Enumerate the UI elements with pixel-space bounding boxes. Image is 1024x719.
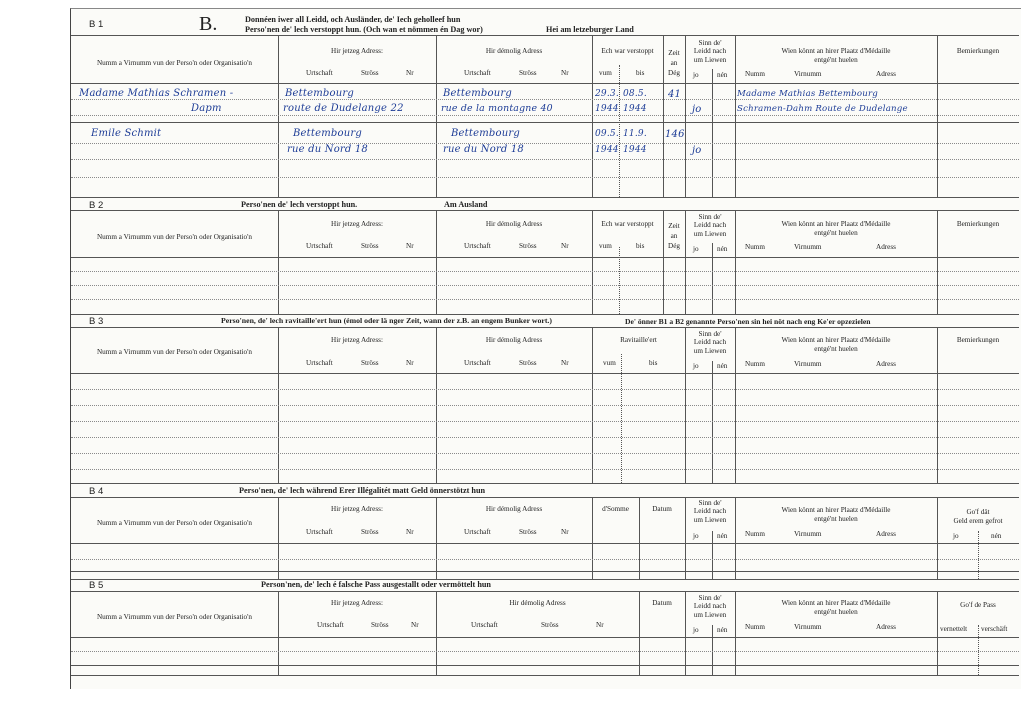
entry-current-locality: Bettembourg: [293, 128, 362, 139]
col-header-alive: Leidd nach: [693, 507, 727, 515]
col-header-locality: Urtschaft: [464, 359, 491, 367]
entry-to: 1944: [623, 104, 647, 114]
col-header-medal: entgé'nt huelen: [814, 345, 858, 353]
entry-alive-yes: jo: [692, 145, 702, 156]
row-line: [71, 421, 1019, 422]
col-header-alive: Leidd nach: [693, 338, 727, 346]
section-code: B 4: [89, 486, 104, 497]
col-header-current-address: Hir jetzeg Adress:: [331, 336, 383, 344]
row-line: [71, 453, 1019, 454]
section-title: Donnéen iwer all Leidd, och Ausländer, de' Iech geholleef hun: [245, 15, 461, 24]
entry-to: 1944: [623, 145, 647, 155]
col-header-alive: Leidd nach: [693, 221, 727, 229]
col-header-medal-address: Adress: [876, 243, 896, 251]
col-header-locality: Urtschaft: [471, 621, 498, 629]
col-header-former-address: Hir démolig Adress: [485, 220, 543, 228]
row-line: [71, 122, 1019, 123]
col-header-remarks: Bemierkungen: [956, 336, 1000, 344]
col-header-money-returned: Geld erem gefrot: [953, 517, 1003, 525]
col-header-former-address: Hir démolig Adress: [509, 599, 566, 607]
section-title: Perso'nen de' lech verstoppt hun.: [241, 200, 358, 209]
col-header-medal: entgé'nt huelen: [814, 56, 858, 64]
rule: [71, 637, 1019, 638]
col-header-nr: Nr: [561, 528, 569, 536]
col-header-yes: jo: [693, 71, 699, 79]
section-code: B 5: [89, 580, 104, 591]
col-header-no: nén: [717, 71, 728, 79]
col-header-to: bis: [636, 69, 645, 77]
col-header-current-address: Hir jetzeg Adress:: [331, 505, 383, 513]
section-title: Person'nen, de' lech é falsche Pass ausgestallt oder vermöttelt hun: [261, 580, 491, 589]
rule: [436, 35, 437, 197]
col-header-time: Zeit: [668, 49, 680, 57]
col-header-no: nén: [717, 532, 728, 540]
row-line: [71, 115, 1019, 116]
col-header-medal-address: Adress: [876, 360, 896, 368]
col-header-street: Ströss: [541, 621, 559, 629]
col-header-medal-first: Virnumm: [794, 243, 822, 251]
col-header-yes: jo: [693, 626, 699, 634]
section-code: B 1: [89, 19, 104, 30]
col-header-current-address: Hir jetzeg Adress:: [331, 599, 383, 607]
col-header-from: vum: [599, 242, 612, 250]
rule: [71, 497, 1019, 498]
rule: [71, 83, 1019, 84]
col-header-remarks: Bemierkungen: [956, 220, 1000, 228]
col-header-name: Numm a Virnumm vun der Perso'n oder Organisatio'n: [96, 348, 252, 356]
col-header-medal-address: Adress: [876, 623, 896, 631]
section-title: Perso'nen, de' lech ravitaille'ert hun (émol oder lä nger Zeit, wann der z.B. an engem Bunker wort.): [221, 316, 552, 325]
rule: [937, 35, 938, 197]
row-line: [71, 177, 1019, 178]
section-title-right: Hei am letzeburger Land: [546, 25, 634, 34]
rule: [71, 373, 1019, 374]
col-header-time: an: [670, 232, 678, 240]
section-divider: [71, 314, 1019, 315]
col-header-alive: Leidd nach: [693, 47, 727, 55]
col-header-nr: Nr: [406, 242, 414, 250]
col-header-nr: Nr: [406, 69, 414, 77]
section-title-right: Am Ausland: [444, 200, 488, 209]
col-header-medal-name: Numm: [745, 530, 765, 538]
col-header-nr: Nr: [406, 359, 414, 367]
col-header-former-address: Hir démolig Adress: [485, 47, 543, 55]
entry-from: 1944: [595, 145, 619, 155]
col-header-nr: Nr: [561, 359, 569, 367]
row-line: [71, 469, 1019, 470]
col-header-street: Ströss: [361, 242, 379, 250]
entry-name: Madame Mathias Schramen -: [79, 88, 234, 99]
entry-name: Emile Schmit: [91, 128, 162, 139]
col-header-medal-name: Numm: [745, 623, 765, 631]
col-header-to: bis: [649, 359, 658, 367]
col-header-medal: Wien könnt an hirer Plaatz d'Médaille: [781, 506, 891, 514]
col-header-medal-first: Virnumm: [794, 70, 822, 78]
rule: [71, 210, 1019, 211]
col-header-medal: Wien könnt an hirer Plaatz d'Médaille: [781, 220, 891, 228]
entry-from: 09.5.: [595, 129, 619, 139]
col-header-date: Datum: [652, 599, 672, 607]
row-line: [71, 665, 1019, 666]
col-header-street: Ströss: [361, 69, 379, 77]
col-header-medal-first: Virnumm: [794, 360, 822, 368]
row-line: [71, 559, 1019, 560]
col-header-street: Ströss: [519, 528, 537, 536]
rule: [71, 543, 1019, 544]
entry-current-street: route de Dudelange 22: [283, 103, 404, 114]
entry-from: 29.3.: [595, 89, 619, 99]
col-header-nr: Nr: [561, 69, 569, 77]
entry-name: Dapm: [191, 103, 222, 114]
rule: [712, 625, 713, 675]
row-line: [71, 389, 1019, 390]
col-header-yes: jo: [953, 532, 959, 540]
col-header-alive: um Liewen: [693, 230, 727, 238]
col-header-alive: um Liewen: [693, 516, 727, 524]
row-line: [71, 159, 1019, 160]
col-header-medal: entgé'nt huelen: [814, 229, 858, 237]
col-header-locality: Urtschaft: [317, 621, 344, 629]
col-header-time: Zeit: [668, 222, 680, 230]
rule: [592, 35, 593, 197]
col-header-hidden: Ech war verstoppt: [601, 220, 654, 228]
col-header-locality: Urtschaft: [464, 242, 491, 250]
col-header-alive: Leidd nach: [693, 602, 727, 610]
row-line: [71, 271, 1019, 272]
col-header-locality: Urtschaft: [306, 359, 333, 367]
entry-current-locality: Bettembourg: [285, 88, 354, 99]
col-header-former-address: Hir démolig Adress: [485, 505, 543, 513]
rule: [71, 327, 1019, 328]
rule: [278, 35, 279, 197]
col-header-nr: Nr: [596, 621, 604, 629]
col-header-locality: Urtschaft: [464, 69, 491, 77]
col-header-remarks: Bemierkungen: [956, 47, 1000, 55]
col-header-nr: Nr: [561, 242, 569, 250]
col-header-alive: um Liewen: [693, 56, 727, 64]
entry-alive-yes: jo: [692, 104, 702, 115]
col-header-medal-first: Virnumm: [794, 530, 822, 538]
entry-from: 1944: [595, 104, 619, 114]
section-title: Perso'nen de' lech verstoppt hun. (Och wan et nömmen én Dag wor): [245, 25, 483, 34]
col-header-time: Dég: [668, 69, 680, 77]
col-header-date: Datum: [652, 505, 672, 513]
entry-days: 41: [668, 89, 682, 100]
row-line: [71, 143, 1019, 144]
row-line: [71, 571, 1019, 572]
col-header-street: Ströss: [519, 69, 537, 77]
rule: [71, 675, 1019, 676]
col-header-yes: jo: [693, 362, 699, 370]
col-header-former-address: Hir démolig Adress: [485, 336, 543, 344]
col-header-medal: entgé'nt huelen: [814, 608, 858, 616]
section-title: Perso'nen, de' lech während Erer Illégalitét matt Geld önnerstötzt hun: [239, 486, 486, 495]
col-header-medal-address: Adress: [876, 530, 896, 538]
col-header-medal-first: Virnumm: [794, 623, 822, 631]
col-header-pass-destroyed: vernettelt: [940, 625, 968, 633]
col-header-alive: um Liewen: [693, 611, 727, 619]
col-header-medal-name: Numm: [745, 360, 765, 368]
row-line: [71, 285, 1019, 286]
entry-medal-name: Madame Mathias Bettembourg: [737, 89, 879, 99]
rule: [71, 591, 1019, 592]
col-header-street: Ströss: [519, 242, 537, 250]
col-header-locality: Urtschaft: [464, 528, 491, 536]
col-header-no: nén: [717, 245, 728, 253]
col-header-street: Ströss: [519, 359, 537, 367]
col-header-medal-address: Adress: [876, 70, 896, 78]
col-header-time: an: [670, 59, 678, 67]
col-header-nr: Nr: [406, 528, 414, 536]
col-header-medal-name: Numm: [745, 243, 765, 251]
entry-to: 08.5.: [623, 89, 647, 99]
row-line: [71, 437, 1019, 438]
col-header-medal: Wien könnt an hirer Plaatz d'Médaille: [781, 47, 891, 55]
col-header-alive: Sinn de': [698, 213, 722, 221]
col-header-no: nén: [717, 362, 728, 370]
section-code: B 2: [89, 200, 104, 211]
entry-former-street: rue du Nord 18: [443, 144, 524, 155]
col-header-alive: um Liewen: [693, 347, 727, 355]
rule: [712, 361, 713, 483]
col-header-yes: jo: [693, 532, 699, 540]
section-divider: [71, 579, 1019, 580]
col-header-medal: Wien könnt an hirer Plaatz d'Médaille: [781, 336, 891, 344]
row-line: [71, 99, 1019, 100]
entry-days: 146: [665, 129, 685, 140]
col-header-nr: Nr: [411, 621, 419, 629]
col-header-pass-burned: verschäft: [981, 625, 1008, 633]
col-header-from: vum: [599, 69, 612, 77]
rule: [978, 625, 979, 675]
section-code: B 3: [89, 316, 104, 327]
row-line: [71, 651, 1019, 652]
col-header-name: Numm a Virnumm vun der Perso'n oder Organisatio'n: [96, 59, 252, 67]
form-letter: B.: [199, 13, 218, 35]
col-header-alive: Sinn de': [698, 330, 722, 338]
col-header-sum: d'Somme: [602, 505, 629, 513]
col-header-alive: Sinn de': [698, 39, 722, 47]
entry-current-street: rue du Nord 18: [287, 144, 368, 155]
section-divider: [71, 197, 1019, 198]
col-header-name: Numm a Virnumm vun der Perso'n oder Organisatio'n: [96, 519, 252, 527]
col-header-name: Numm a Virnumm vun der Perso'n oder Organisatio'n: [96, 233, 252, 241]
col-header-locality: Urtschaft: [306, 528, 333, 536]
entry-to: 11.9.: [623, 129, 647, 139]
row-line: [71, 405, 1019, 406]
entry-medal-address: Schramen-Dahm Route de Dudelange: [737, 104, 908, 114]
col-header-time: Dég: [668, 242, 680, 250]
col-header-no: nén: [717, 626, 728, 634]
col-header-locality: Urtschaft: [306, 69, 333, 77]
entry-former-locality: Bettembourg: [451, 128, 520, 139]
page-margin: [0, 0, 70, 719]
col-header-medal: entgé'nt huelen: [814, 515, 858, 523]
rule: [71, 257, 1019, 258]
col-header-ravitailled: Ravitaille'ert: [620, 336, 657, 344]
section-divider: [71, 483, 1019, 484]
col-header-name: Numm a Virnumm vun der Perso'n oder Organisatio'n: [96, 613, 252, 621]
col-header-pass: Go'f de Pass: [960, 601, 996, 609]
section-title-right: De' önner B1 a B2 genannte Perso'nen sin hei nöt nach eng Ke'er opzezielen: [625, 317, 871, 326]
col-header-alive: Sinn de': [698, 499, 722, 507]
col-header-yes: jo: [693, 245, 699, 253]
col-header-locality: Urtschaft: [306, 242, 333, 250]
col-header-street: Ströss: [361, 528, 379, 536]
col-header-medal: Wien könnt an hirer Plaatz d'Médaille: [781, 599, 891, 607]
col-header-money-returned: Go'f dät: [966, 508, 990, 516]
form-sheet: [70, 8, 1021, 689]
col-header-current-address: Hir jetzeg Adress:: [331, 220, 383, 228]
col-header-from: vum: [603, 359, 616, 367]
col-header-street: Ströss: [361, 359, 379, 367]
col-header-to: bis: [636, 242, 645, 250]
col-header-current-address: Hir jetzeg Adress:: [331, 47, 383, 55]
entry-former-street: rue de la montagne 40: [441, 103, 553, 114]
col-header-medal-name: Numm: [745, 70, 765, 78]
col-header-street: Ströss: [371, 621, 389, 629]
rule: [71, 35, 1019, 36]
col-header-alive: Sinn de': [698, 594, 722, 602]
entry-former-locality: Bettembourg: [443, 88, 512, 99]
col-header-no: nén: [991, 532, 1002, 540]
row-line: [71, 299, 1019, 300]
col-header-hidden: Ech war verstoppt: [601, 47, 654, 55]
rule: [712, 243, 713, 314]
